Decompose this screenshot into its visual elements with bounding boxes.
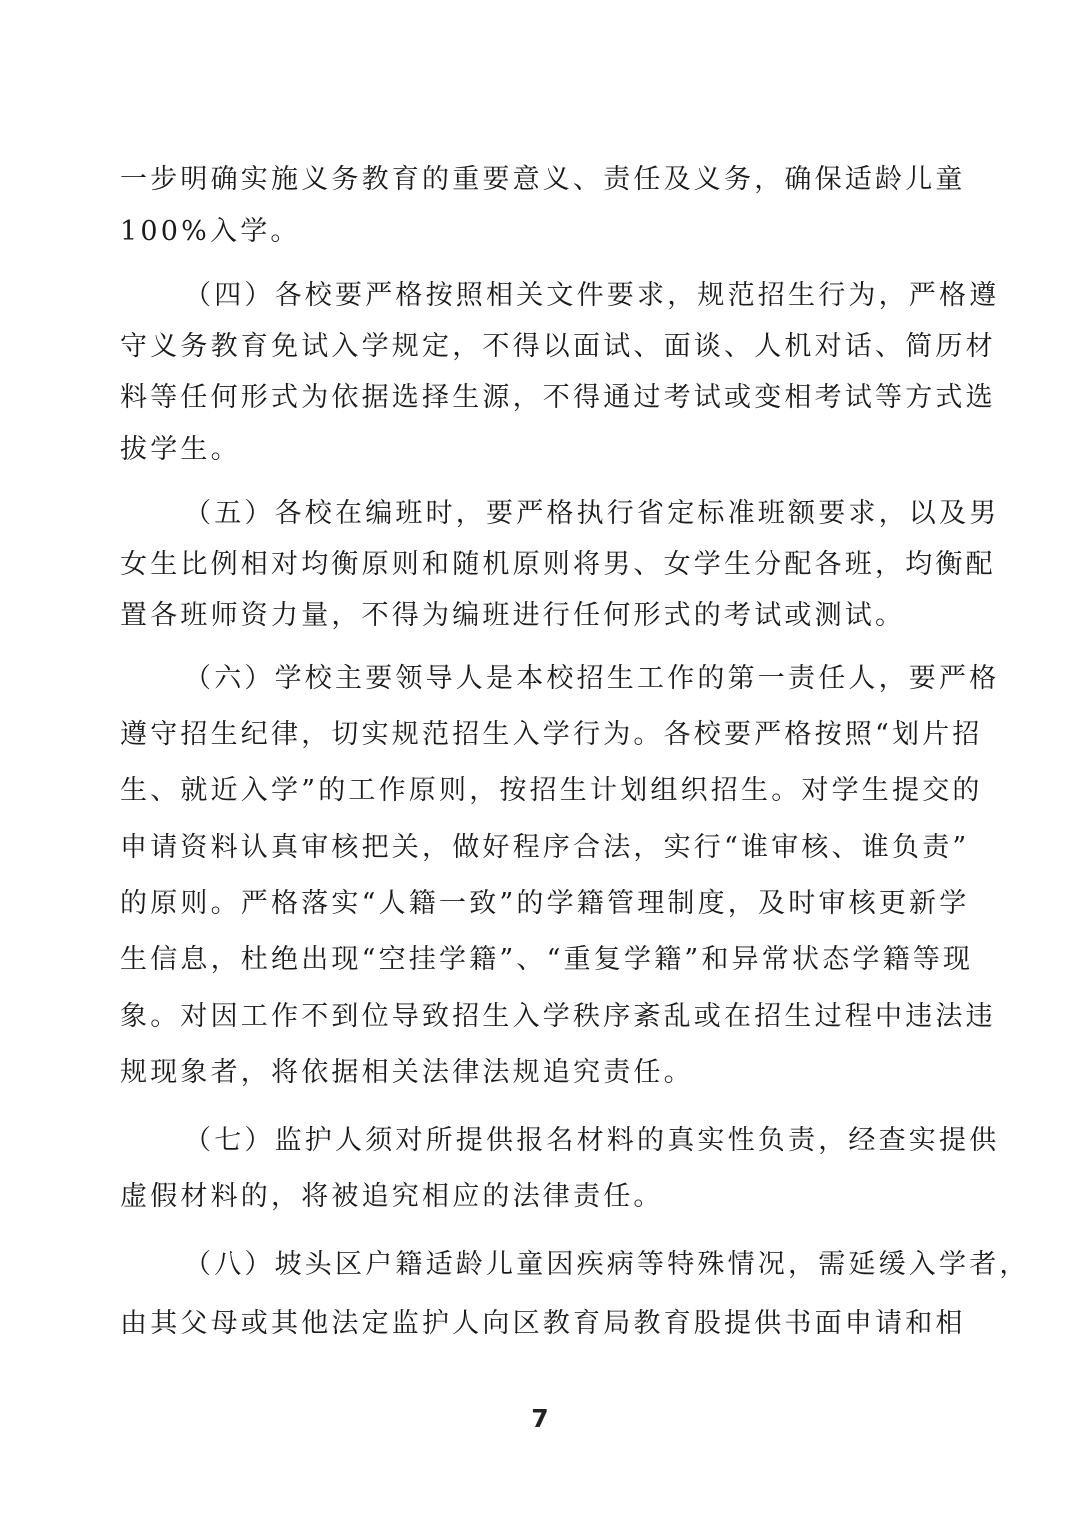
text-line: （四）各校要严格按照相关文件要求，规范招生行为，严格遵 (184, 280, 1000, 311)
text-line: 一步明确实施义务教育的重要意义、责任及义务，确保适龄儿童 (120, 164, 966, 195)
text-line: （八）坡头区户籍适龄儿童因疾病等特殊情况，需延缓入学者， (184, 1249, 1030, 1280)
text-line: （五）各校在编班时，要严格执行省定标准班额要求，以及男 (184, 498, 1000, 529)
text-line: 生、就近入学”的工作原则，按招生计划组织招生。对学生提交的 (120, 775, 983, 806)
text-line: 申请资料认真审核把关，做好程序合法，实行“谁审核、谁负责” (120, 832, 970, 863)
text-line: 象。对因工作不到位导致招生入学秩序紊乱或在招生过程中违法违 (120, 1001, 996, 1032)
text-line: 由其父母或其他法定监护人向区教育局教育股提供书面申请和相 (120, 1308, 966, 1339)
text-line: （六）学校主要领导人是本校招生工作的第一责任人，要严格 (184, 663, 1000, 694)
text-line: （七）监护人须对所提供报名材料的真实性负责，经查实提供 (184, 1125, 1000, 1156)
text-line: 遵守招生纪律，切实规范招生入学行为。各校要严格按照“划片招 (120, 719, 983, 750)
text-line: 女生比例相对均衡原则和随机原则将男、女学生分配各班，均衡配 (120, 549, 996, 580)
text-line: 生信息，杜绝出现“空挂学籍”、“重复学籍”和异常状态学籍等现 (120, 944, 974, 975)
text-line: 100%入学。 (120, 216, 301, 247)
text-line: 的原则。严格落实“人籍一致”的学籍管理制度，及时审核更新学 (120, 888, 970, 919)
text-line: 规现象者，将依据相关法律法规追究责任。 (120, 1057, 694, 1088)
text-line: 料等任何形式为依据选择生源，不得通过考试或变相考试等方式选 (120, 382, 996, 413)
page-number: 7 (531, 1404, 549, 1433)
text-line: 虚假材料的，将被追究相应的法律责任。 (120, 1181, 664, 1212)
text-line: 守义务教育免试入学规定，不得以面试、面谈、人机对话、简历材 (120, 331, 996, 362)
text-line: 置各班师资力量，不得为编班进行任何形式的考试或测试。 (120, 600, 906, 631)
text-line: 拔学生。 (120, 434, 241, 465)
